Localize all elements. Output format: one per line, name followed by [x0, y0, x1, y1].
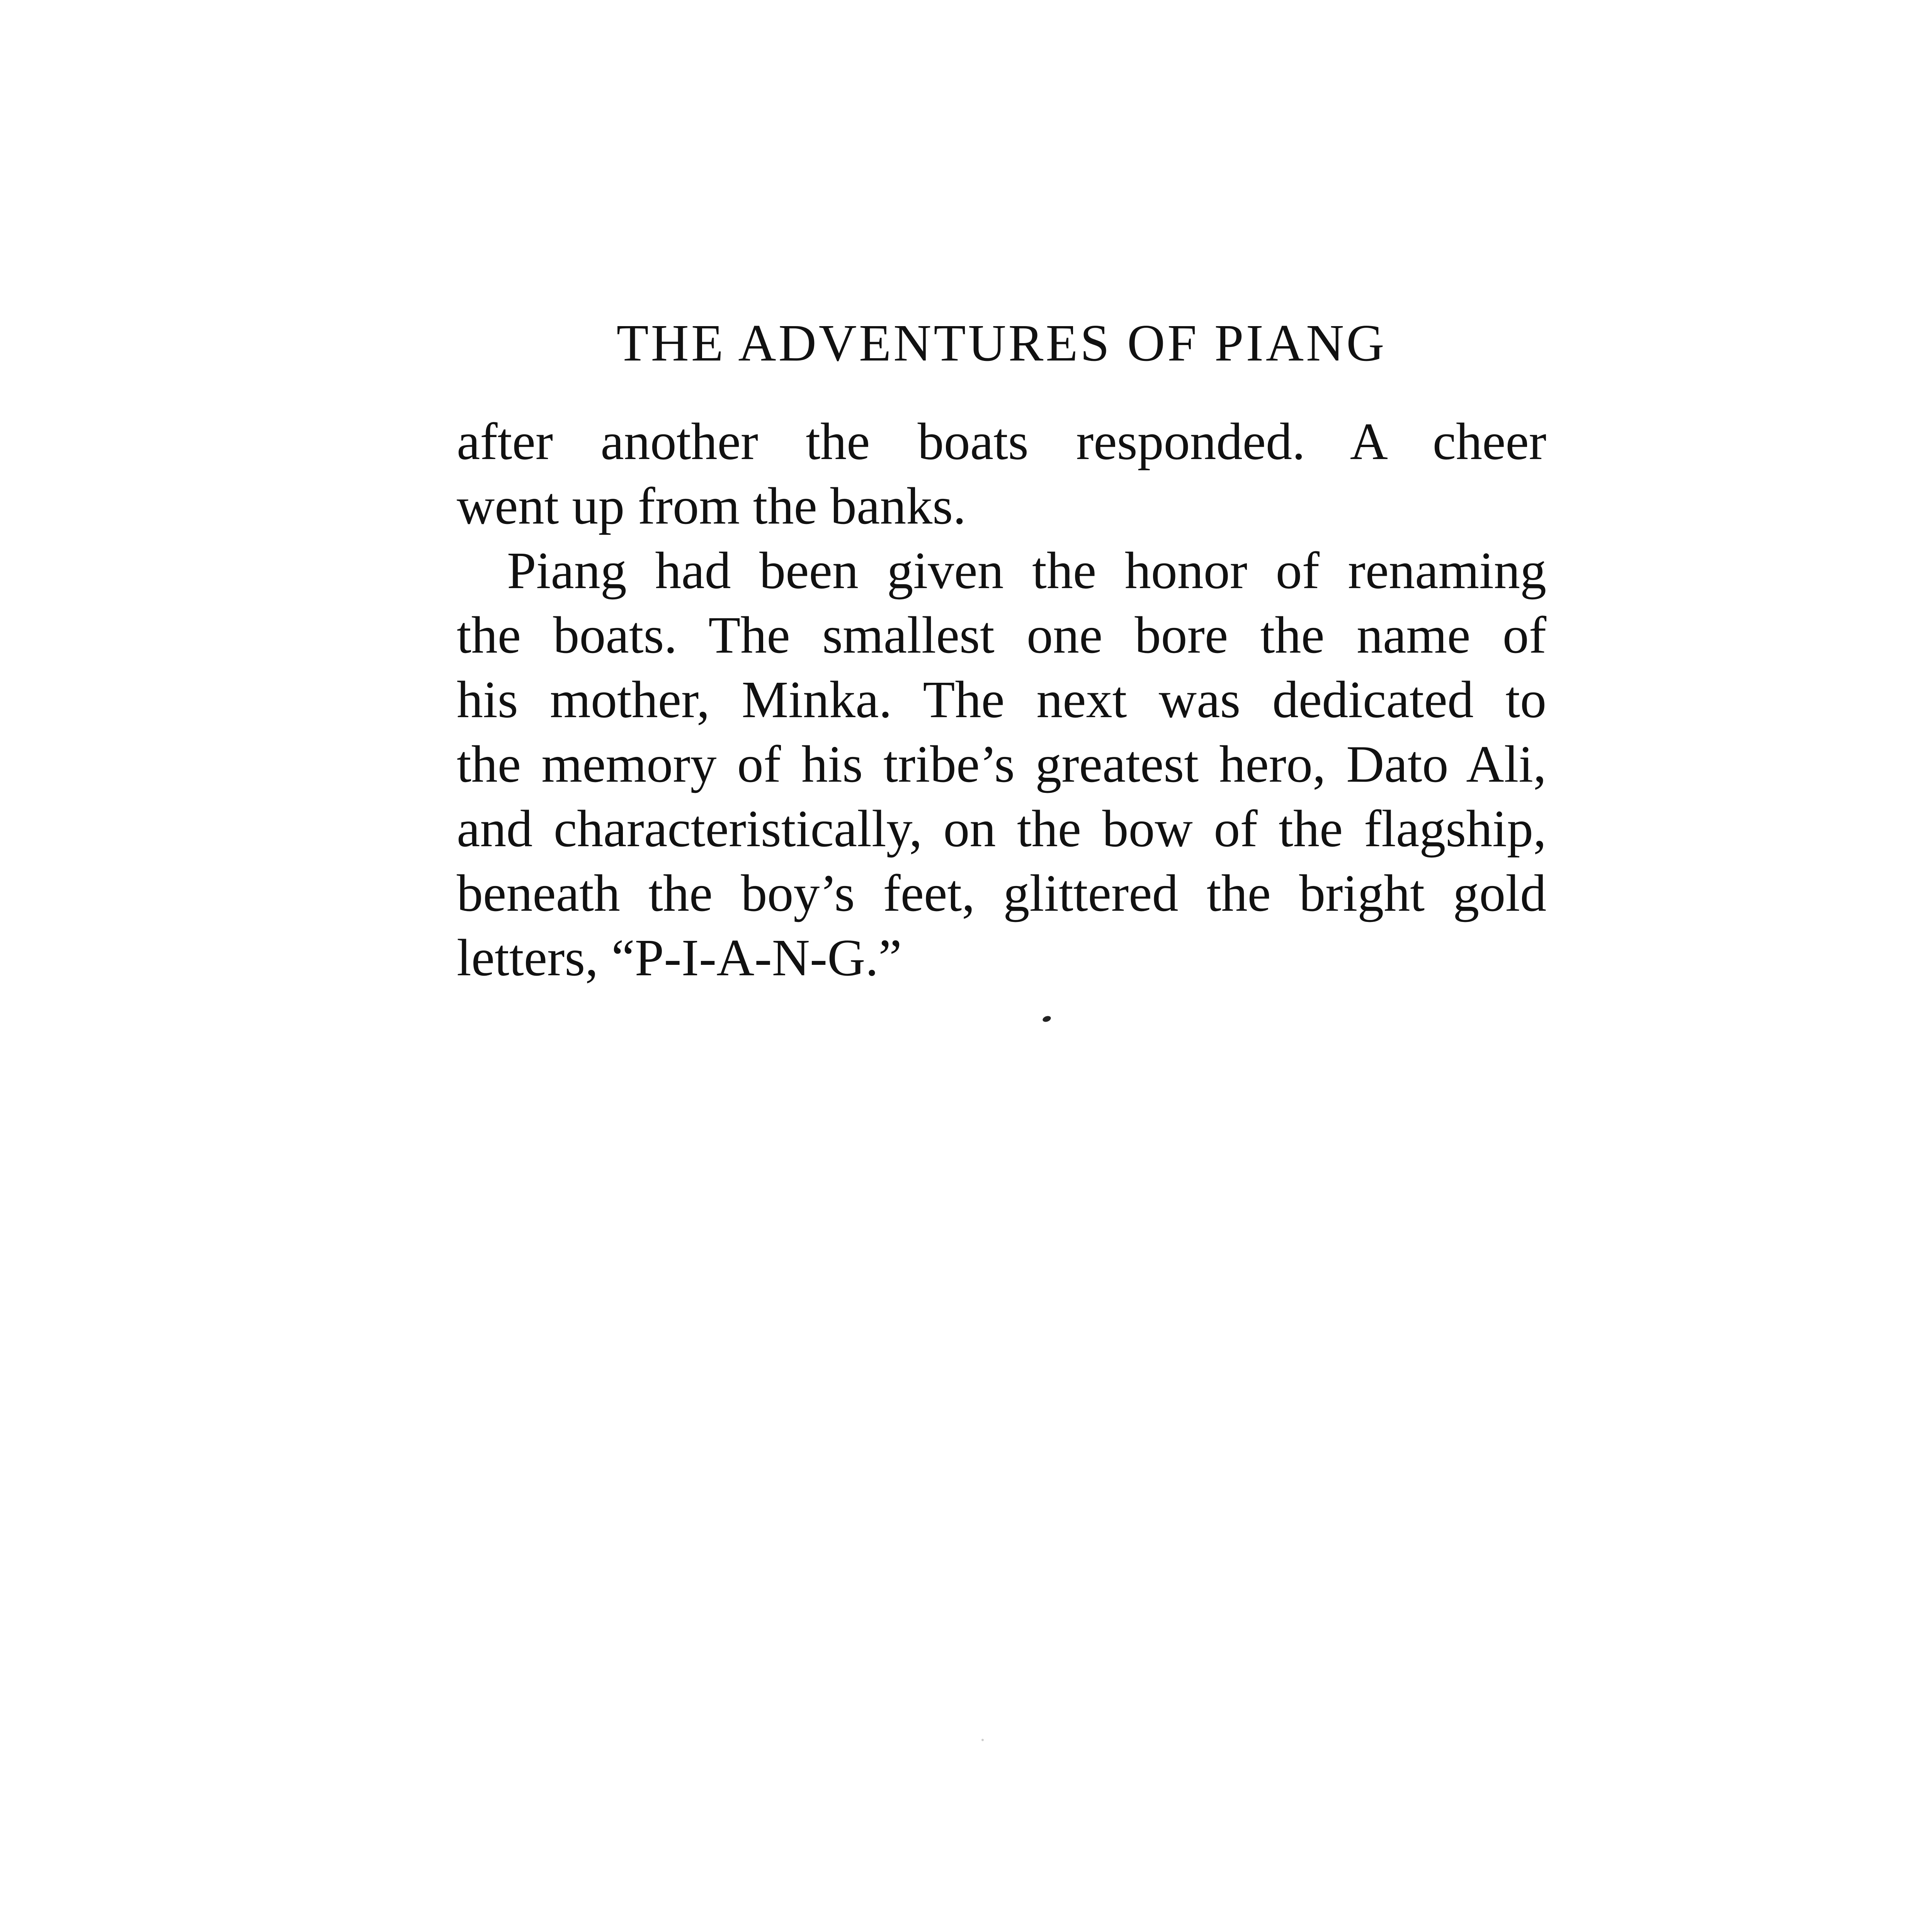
running-head: THE ADVENTURES OF PIANG	[616, 314, 1387, 372]
text-line: the memory of his tribe’s greatest hero, Dato Ali,	[457, 735, 1546, 793]
ink-mark	[1042, 1015, 1051, 1023]
text-line: after another the boats responded. A cheer	[457, 413, 1546, 471]
text-line: Piang had been given the honor of renaming	[507, 542, 1546, 600]
paragraph-1	[457, 410, 1546, 539]
body-text	[457, 410, 1546, 990]
text-line: his mother, Minka. The next was dedicated to	[457, 671, 1546, 729]
text-line: letters, “P-I-A-N-G.”	[457, 929, 902, 987]
text-line: and characteristically, on the bow of the flagship,	[457, 800, 1546, 858]
scan-speck	[981, 1739, 984, 1741]
text-line: went up from the banks.	[457, 477, 966, 535]
paragraph-2	[457, 539, 1546, 990]
text-line: the boats. The smallest one bore the name of	[457, 606, 1546, 664]
text-line: beneath the boy’s feet, glittered the bright gold	[457, 864, 1546, 922]
